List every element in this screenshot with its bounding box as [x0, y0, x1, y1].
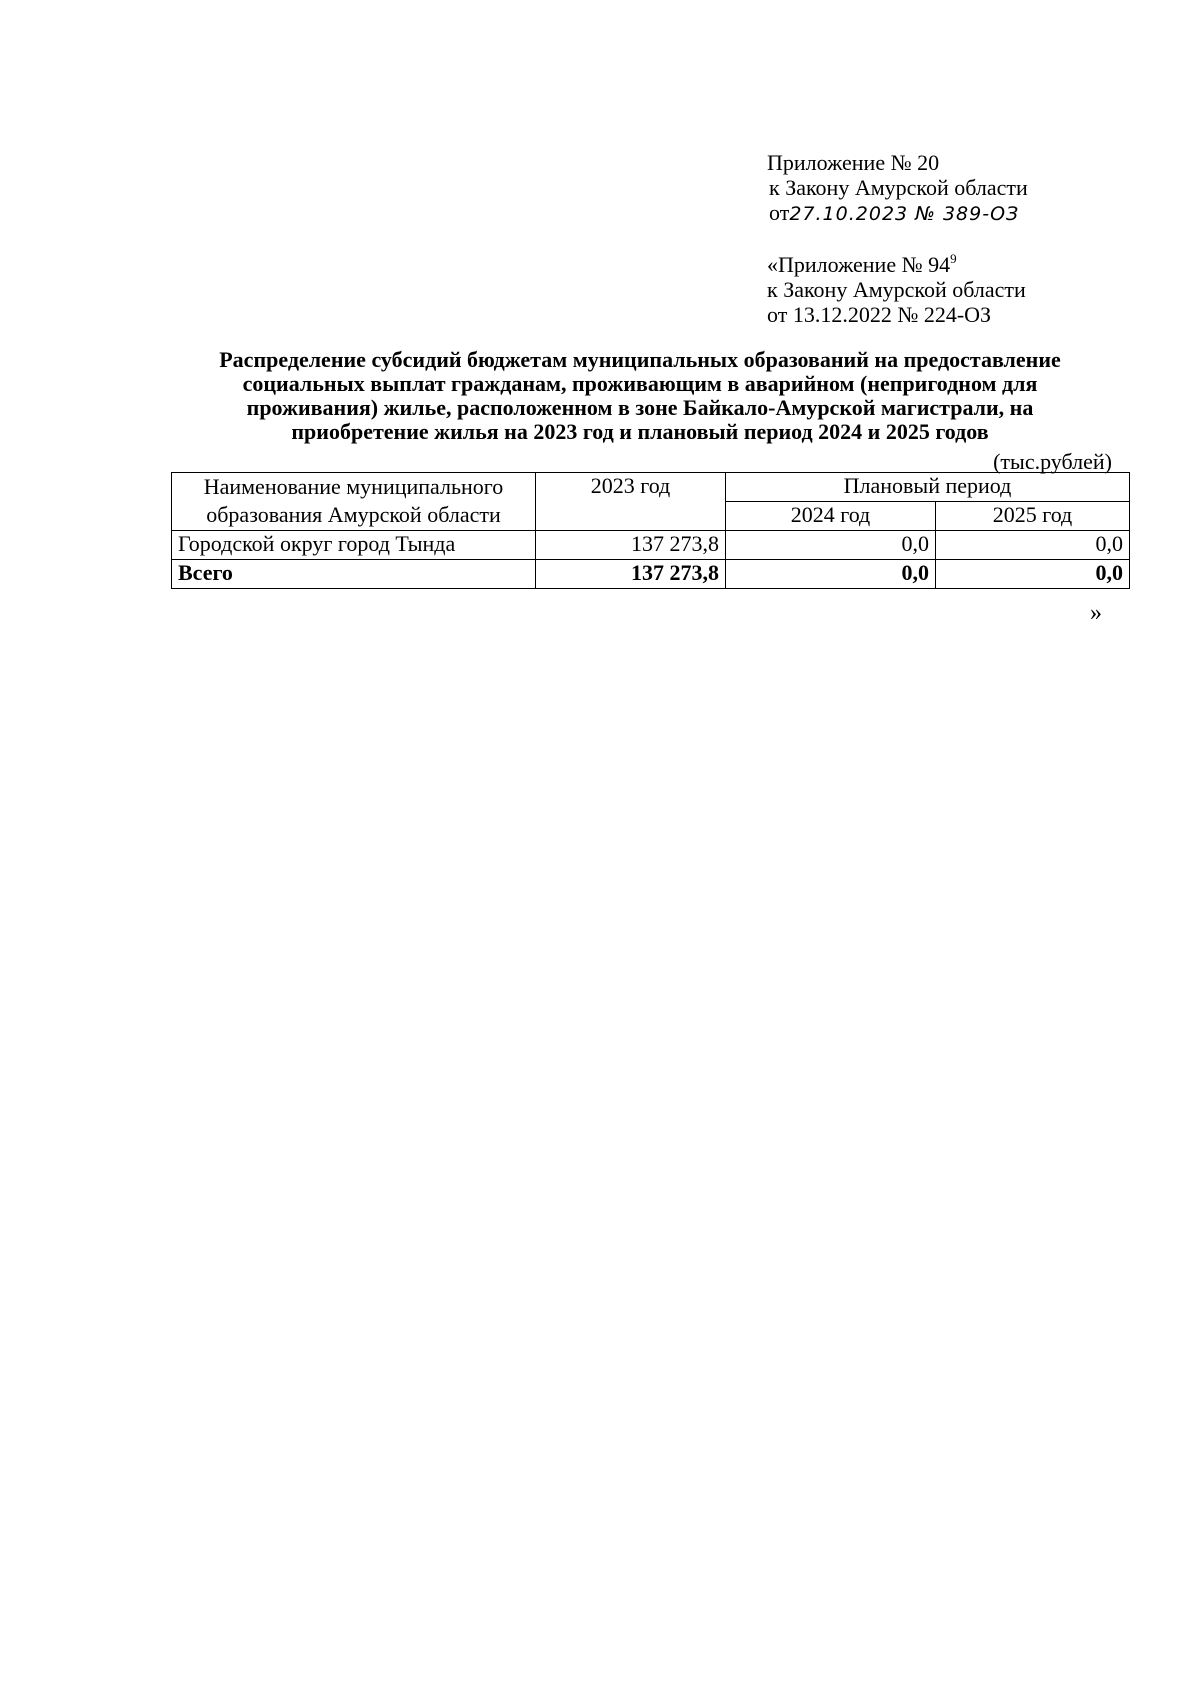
subsidy-table — [171, 472, 1130, 589]
header-2023: 2023 год — [536, 473, 726, 531]
table-row — [172, 531, 1130, 560]
attachment-date-line — [767, 200, 1028, 227]
row-municipality-name: Городской округ город Тында — [172, 531, 536, 560]
closing-quote: » — [1090, 600, 1102, 626]
amended-attachment-number: «Приложение № 94 — [767, 252, 951, 277]
row-value-2025: 0,0 — [936, 531, 1130, 560]
header-planned-period: Плановый период — [726, 473, 1130, 502]
amended-attachment-date: от 13.12.2022 № 224-ОЗ — [767, 302, 992, 327]
header-2024: 2024 год — [726, 502, 936, 531]
amended-attachment-superscript: 9 — [950, 251, 957, 266]
document-title — [160, 348, 1120, 444]
total-value-2024: 0,0 — [726, 560, 936, 589]
row-value-2024: 0,0 — [726, 531, 936, 560]
header-municipality — [172, 473, 536, 531]
header-municipality-line-1: Наименование муниципального — [203, 474, 504, 499]
header-municipality-line-2: образования Амурской области — [206, 502, 501, 527]
attachment-number: Приложение № 20 — [767, 150, 940, 175]
attachment-date-prefix: от — [769, 200, 790, 225]
handwritten-date: 27.10.2023 № 389-ОЗ — [789, 203, 1020, 225]
title-line-3: проживания) жилье, расположенном в зоне Байкало-Амурской магистрали, на — [246, 395, 1034, 420]
amended-attachment-header — [767, 252, 1026, 327]
header-2025: 2025 год — [936, 502, 1130, 531]
attachment-law: к Закону Амурской области — [769, 175, 1028, 200]
amended-attachment-law: к Закону Амурской области — [767, 277, 1026, 302]
total-label: Всего — [172, 560, 536, 589]
attachment-header — [767, 150, 1028, 227]
total-value-2023: 137 273,8 — [536, 560, 726, 589]
total-row — [172, 560, 1130, 589]
row-value-2023: 137 273,8 — [536, 531, 726, 560]
title-line-2: социальных выплат гражданам, проживающим в аварийном (непригодном для — [242, 371, 1038, 396]
units-label: (тыс.рублей) — [993, 449, 1112, 474]
table-header-row — [172, 473, 1130, 502]
amended-attachment-number-line — [767, 252, 1026, 277]
title-line-4: приобретение жилья на 2023 год и плановый период 2024 и 2025 годов — [291, 419, 989, 444]
total-value-2025: 0,0 — [936, 560, 1130, 589]
title-line-1: Распределение субсидий бюджетам муниципальных образований на предоставление — [219, 347, 1061, 372]
